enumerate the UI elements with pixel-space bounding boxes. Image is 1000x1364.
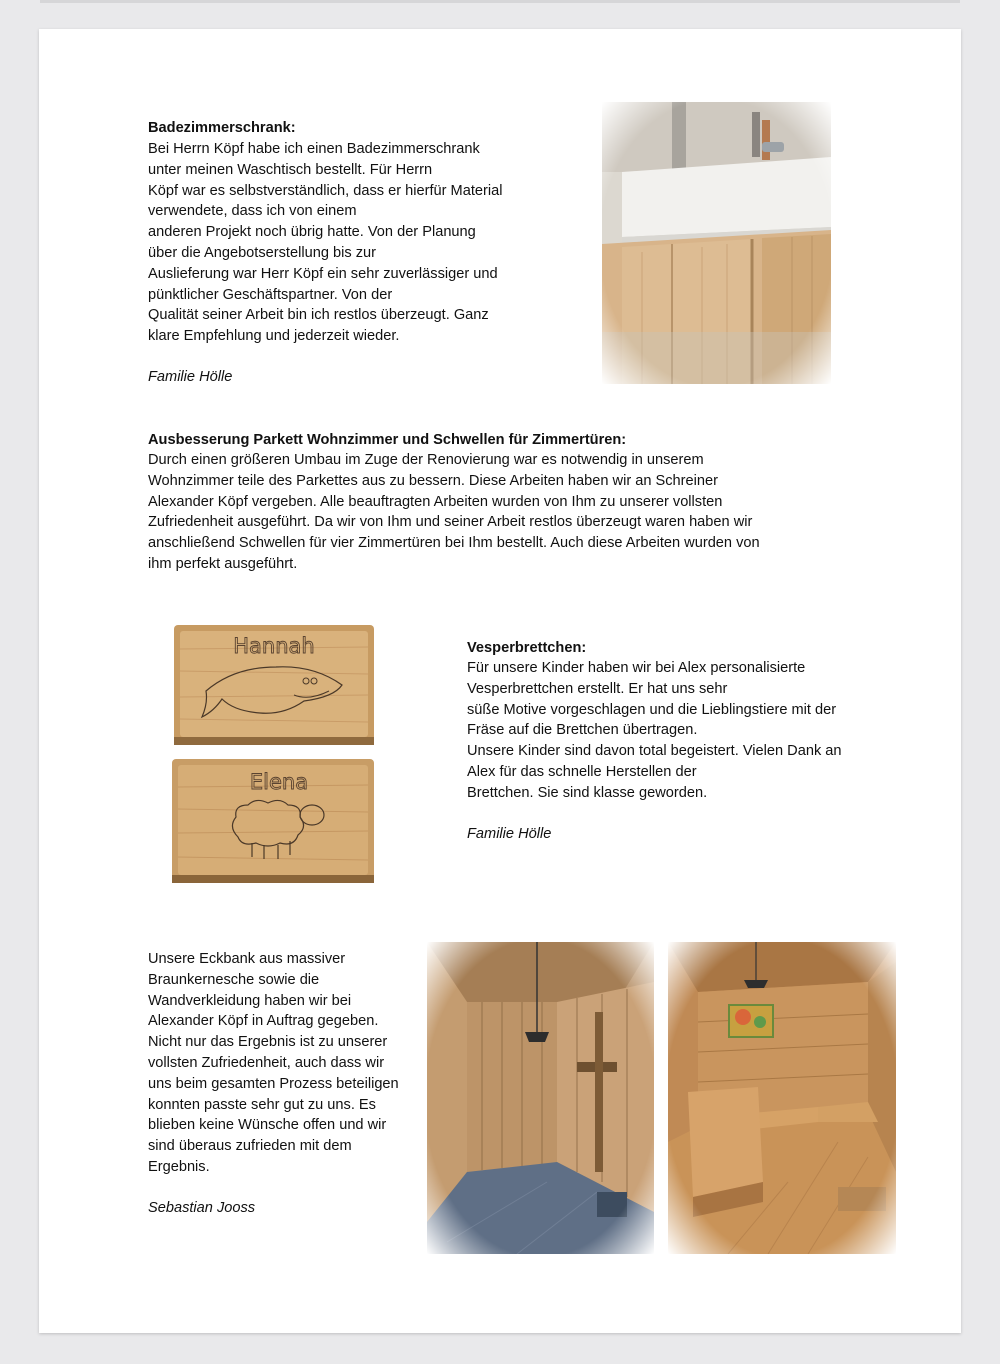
- viewer-top-edge: [40, 0, 960, 3]
- section-body-corner-bench: Unsere Eckbank aus massiver Braunkernesche sowie die Wandverkleidung haben wir bei Alexander Köpf in Auftrag gegeben. Nicht nur das Ergebnis ist zu unserer vollsten Zufriedenheit, auch dass wir uns beim gesamten Prozess beteiligen konnten passte sehr gut zu uns. Es blieben keine Wünsche offen und wir sind überaus zufrieden mit dem Ergebnis.: [148, 951, 399, 1175]
- section-body-snack-boards: Für unsere Kinder haben wir bei Alex personalisierte Vesperbrettchen erstellt. Er hat uns sehr süße Motive vorgeschlagen und die Lieblingstiere mit der Fräse auf die Brettchen übertragen. Unsere Kinder sind davon total begeistert. Vielen Dank an Alex für das schnelle Herstellen der Brettchen. Sie sind klasse geworden.: [467, 660, 842, 801]
- section-heading-bathroom-cabinet: Badezimmerschrank:: [148, 120, 296, 136]
- section-heading-snack-boards: Vesperbrettchen:: [467, 640, 587, 656]
- boards-photo: [164, 619, 384, 889]
- bathroom-cabinet-photo: [602, 102, 831, 384]
- room-after-photo: [668, 942, 896, 1254]
- room-before-photo: [427, 942, 654, 1254]
- section-heading-parquet: Ausbesserung Parkett Wohnzimmer und Schwellen für Zimmertüren:: [148, 432, 627, 448]
- section-author-bathroom-cabinet: Familie Hölle: [148, 369, 233, 385]
- section-body-bathroom-cabinet: Bei Herrn Köpf habe ich einen Badezimmerschrank unter meinen Waschtisch bestellt. Für Herrn Köpf war es selbstverständlich, dass er hierfür Material verwendete, dass ich von einem anderen Projekt noch übrig hatte. Von der Planung über die Angebotserstellung bis zur Auslieferung war Herr Köpf ein sehr zuverlässiger und pünktlicher Geschäftspartner. Von der Qualität seiner Arbeit bin ich restlos überzeugt. Ganz klare Empfehlung und jederzeit wieder.: [148, 141, 503, 345]
- section-author-corner-bench: Sebastian Jooss: [148, 1200, 256, 1216]
- board-name-elena: Elena: [249, 770, 309, 794]
- board-name-hannah: Hannah: [233, 634, 315, 658]
- document-page: [39, 29, 961, 1333]
- section-author-snack-boards: Familie Hölle: [467, 826, 552, 842]
- section-body-parquet: Durch einen größeren Umbau im Zuge der Renovierung war es notwendig in unserem Wohnzimmer teile des Parkettes aus zu bessern. Diese Arbeiten haben wir an Schreiner Alexander Köpf vergeben. Alle beauftragten Arbeiten wurden von Ihm zu unserer vollsten Zufriedenheit ausgeführt. Da wir von Ihm und seiner Arbeit restlos überzeugt waren haben wir anschließend Schwellen für vier Zimmertüren bei Ihm bestellt. Auch diese Arbeiten wurden von ihm perfekt ausgeführt.: [148, 452, 760, 572]
